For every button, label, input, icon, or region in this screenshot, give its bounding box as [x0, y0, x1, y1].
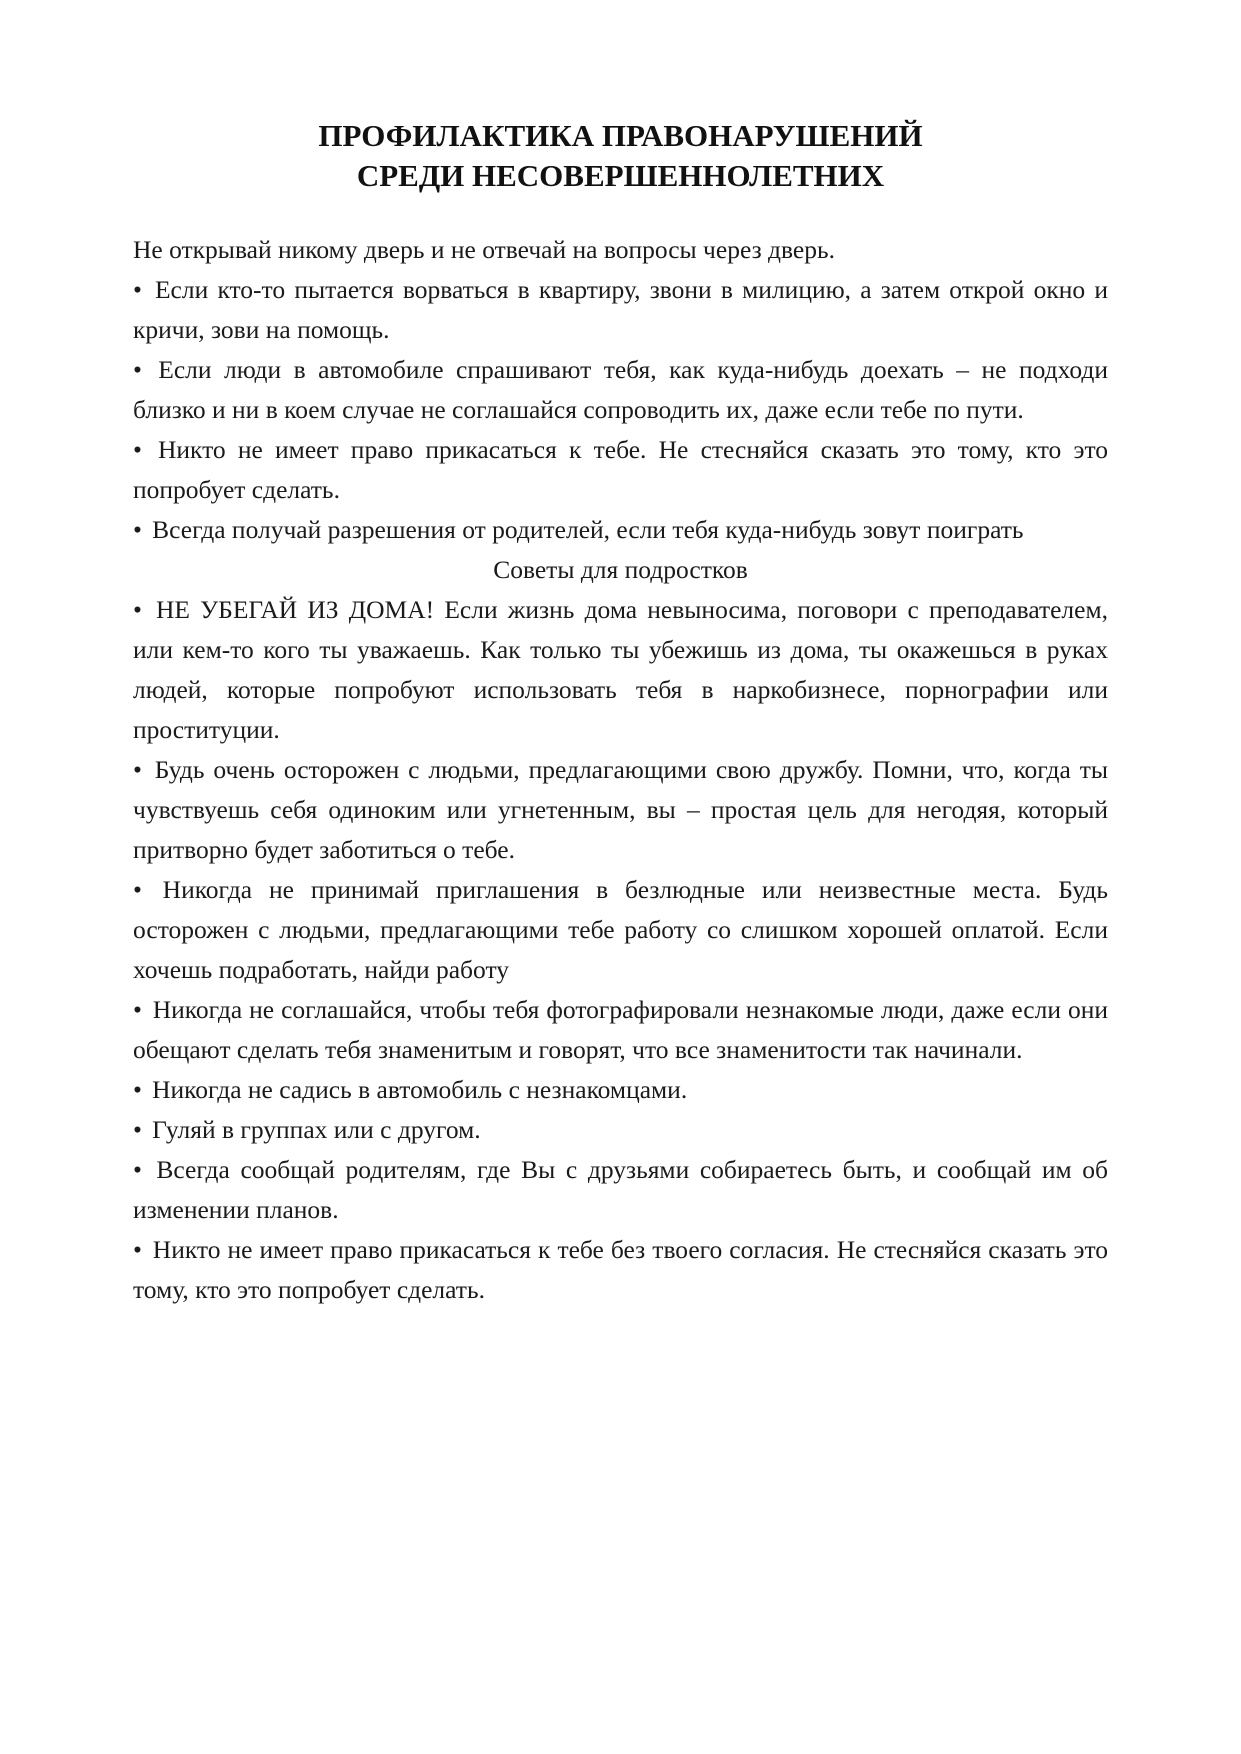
list-item: [133, 750, 1108, 870]
page-title: [0, 116, 1241, 196]
list-item-text: Всегда сообщай родителям, где Вы с друзьями собираетесь быть, и сообщай им об изменении планов.: [133, 1155, 1109, 1224]
bullet-icon: •: [133, 515, 142, 544]
list-item: [133, 270, 1108, 350]
list-item-text: Никогда не принимай приглашения в безлюдные или неизвестные места. Будь осторожен с людьми, предлагающими тебе работу со слишком хорошей оплатой. Если хочешь подработать, найди работу: [133, 875, 1108, 984]
list-item-text: Никогда не соглашайся, чтобы тебя фотографировали незнакомые люди, даже если они обещают сделать тебя знаменитым и говорят, что все знаменитости так начинали.: [133, 995, 1108, 1064]
bullet-icon: •: [133, 1155, 142, 1184]
bullet-icon: •: [133, 755, 142, 784]
bullet-icon: •: [133, 1235, 142, 1264]
section-subheading: Советы для подростков: [493, 555, 748, 584]
title-line-2: СРЕДИ НЕСОВЕРШЕННОЛЕТНИХ: [356, 158, 885, 193]
bullet-icon: •: [133, 1075, 142, 1104]
bullet-icon: •: [133, 875, 142, 904]
bullet-icon: •: [133, 355, 142, 384]
list-item: [133, 990, 1108, 1070]
list-item: [133, 1150, 1108, 1230]
bullet-icon: •: [133, 275, 142, 304]
bullet-icon: •: [133, 595, 142, 624]
list-item-text: НЕ УБЕГАЙ ИЗ ДОМА! Если жизнь дома невыносима, поговори с преподавателем, или кем-то кого ты уважаешь. Как только ты убежишь из дома, ты окажешься в руках людей, которые попробуют использовать тебя в наркобизнесе, порнографии или проституции.: [133, 595, 1108, 744]
bullet-icon: •: [133, 435, 142, 464]
list-item-text: Будь очень осторожен с людьми, предлагающими свою дружбу. Помни, что, когда ты чувствуешь себя одиноким или угнетенным, вы – простая цель для негодяя, который притворно будет заботиться о тебе.: [133, 755, 1109, 864]
title-line-1: ПРОФИЛАКТИКА ПРАВОНАРУШЕНИЙ: [318, 118, 923, 153]
list-item: [133, 430, 1108, 510]
list-item: [133, 350, 1108, 430]
list-item: [133, 870, 1108, 990]
bullet-icon: •: [133, 995, 142, 1024]
list-item: [133, 1070, 1108, 1110]
list-item: [133, 1110, 1108, 1150]
list-item: [133, 510, 1108, 550]
document-body: [133, 230, 1108, 1310]
list-item-text: Никогда не садись в автомобиль с незнакомцами.: [152, 1075, 688, 1104]
list-item: [133, 1230, 1108, 1310]
list-item-text: Никто не имеет право прикасаться к тебе. Не стесняйся сказать это тому, кто это попробует сделать.: [133, 435, 1108, 504]
list-item-text: Гуляй в группах или с другом.: [152, 1115, 481, 1144]
list-item: [133, 590, 1108, 750]
bullet-icon: •: [133, 1115, 142, 1144]
list-item-text: Если кто-то пытается ворваться в квартиру, звони в милицию, а затем открой окно и кричи, зови на помощь.: [133, 275, 1109, 344]
intro-paragraph: Не открывай никому дверь и не отвечай на вопросы через дверь.: [133, 235, 835, 264]
list-item-text: Всегда получай разрешения от родителей, если тебя куда-нибудь зовут поиграть: [152, 515, 1024, 544]
list-item-text: Если люди в автомобиле спрашивают тебя, как куда-нибудь доехать – не подходи близко и ни в коем случае не соглашайся сопроводить их, даже если тебе по пути.: [133, 355, 1108, 424]
list-item-text: Никто не имеет право прикасаться к тебе без твоего согласия. Не стесняйся сказать это тому, кто это попробует сделать.: [133, 1235, 1109, 1304]
